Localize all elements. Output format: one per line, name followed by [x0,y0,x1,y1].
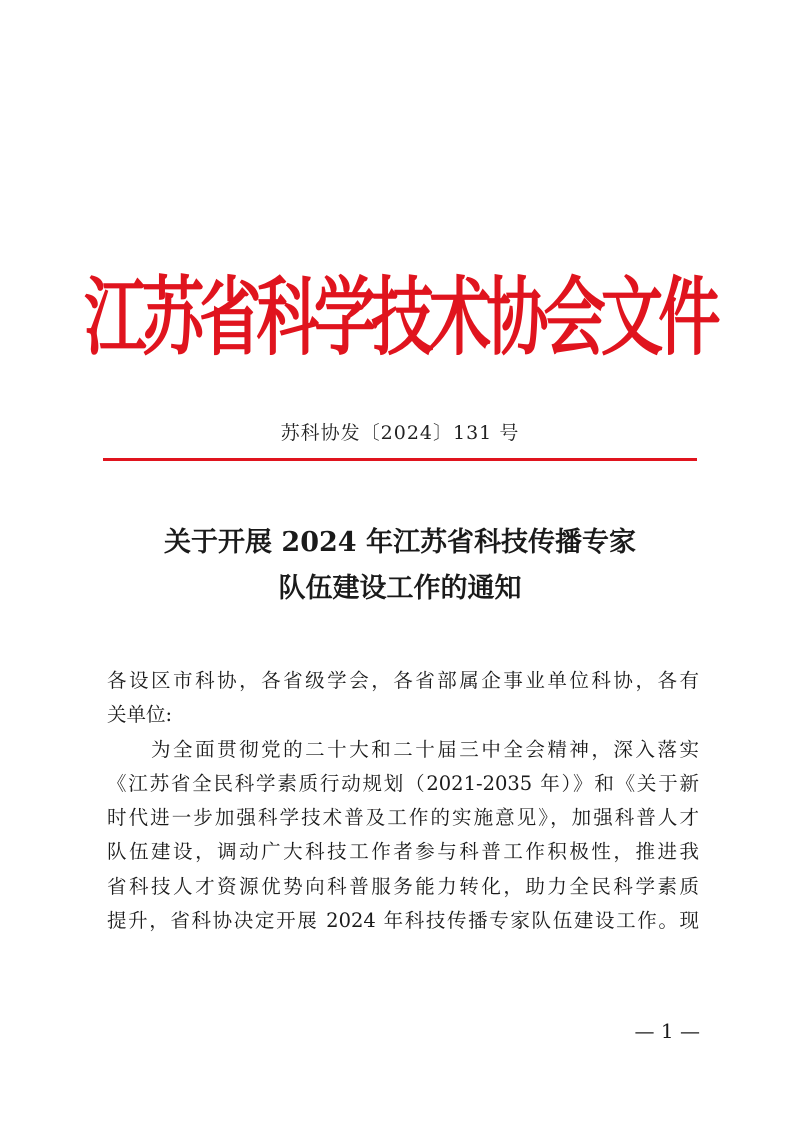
page-number: — 1 — [634,1019,700,1043]
body-line-6: 队伍建设，调动广大科技工作者参与科普工作积极性，推进我 [107,840,699,864]
body-line-7: 省科技人才资源优势向科普服务能力转化，助力全民科学素质 [107,874,699,898]
document-body [107,664,699,938]
document-masthead: 江苏省科学技术协会文件 [84,267,716,368]
document-number: 苏科协发〔2024〕131 号 [280,422,520,444]
body-line-3: 为全面贯彻党的二十大和二十届三中全会精神，深入落实 [107,737,699,761]
body-line-5: 时代进一步加强科学技术普及工作的实施意见》，加强科普人才 [107,806,699,830]
title-line-2: 队伍建设工作的通知 [278,573,522,604]
body-line-4: 《江苏省全民科学素质行动规划（2021-2035 年）》和《关于新 [107,771,699,795]
red-separator-rule [103,458,697,461]
body-line-8: 提升，省科协决定开展 2024 年科技传播专家队伍建设工作。现 [107,909,699,933]
body-line-1: 各设区市科协，各省级学会，各省部属企事业单位科协，各有 [107,669,699,692]
document-title [0,520,800,612]
body-line-2: 关单位: [107,703,173,727]
title-line-1: 关于开展 2024 年江苏省科技传播专家 [164,527,636,558]
